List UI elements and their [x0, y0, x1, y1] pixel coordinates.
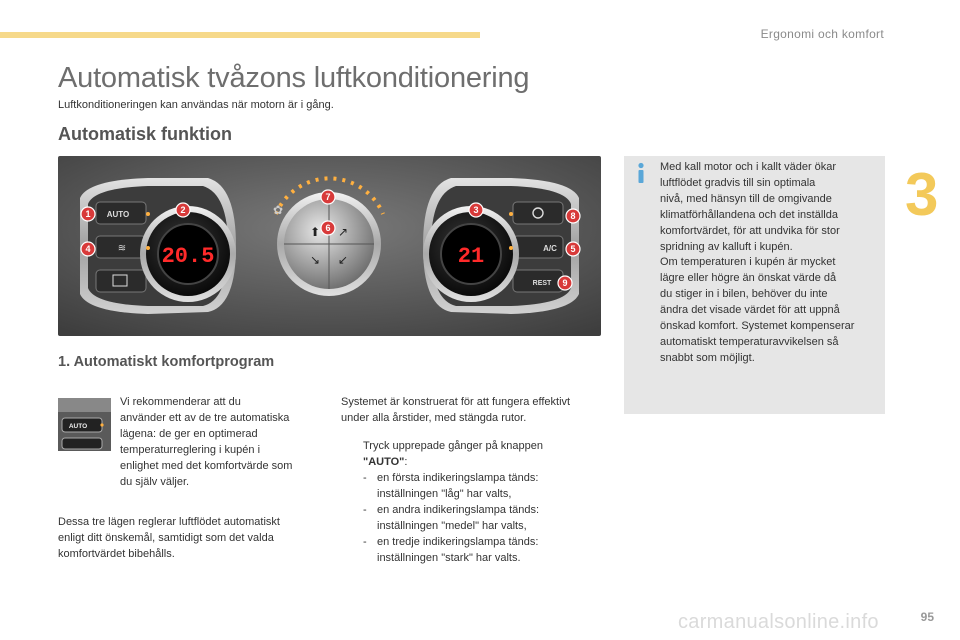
- right-temp-display: 21: [457, 244, 485, 269]
- step-title: 1. Automatiskt komfortprogram: [58, 354, 275, 370]
- text-line: ändra det visade värdet för att uppnå: [660, 304, 840, 317]
- system-description: [341, 394, 606, 426]
- list-item: - en andra indikeringslampa tänds: inställningen "medel" har valts,: [363, 504, 540, 532]
- svg-text:↙: ↙: [337, 253, 349, 267]
- svg-text:≋: ≋: [117, 243, 127, 254]
- text-line: använder ett av de tre automatiska: [120, 412, 290, 424]
- text-line: du själv väljer.: [120, 476, 190, 488]
- text-line: önskad komfort. Systemet kompenserar: [660, 320, 855, 333]
- callout-1: 1: [85, 209, 91, 219]
- chapter-number: 3: [905, 161, 939, 228]
- bullet-lead-text: Tryck upprepade gånger på knappen: [363, 440, 543, 452]
- text-line: luftflödet gradvis till sin optimala: [660, 176, 816, 189]
- callout-9: 9: [562, 278, 568, 288]
- text-line: komfortvärdet bibehålls.: [58, 548, 175, 560]
- text-line: temperaturreglering i kupén i: [120, 444, 261, 456]
- text-line: spridning av kalluft i kupén.: [660, 240, 793, 253]
- section-subtitle: Automatisk funktion: [58, 124, 232, 144]
- text-line: enlighet med det komfortvärde som: [120, 460, 293, 472]
- text-line: Om temperaturen i kupén är mycket: [660, 256, 836, 269]
- text-line: klimatförhållandena och det inställda: [660, 208, 838, 221]
- text-line: snabbt som möjligt.: [660, 351, 755, 364]
- list-item: - en första indikeringslampa tänds: inställningen "låg" har valts,: [363, 472, 539, 500]
- watermark: carmanualsonline.info: [678, 611, 879, 633]
- header-accent-bar: [0, 32, 480, 38]
- text-line: Dessa tre lägen reglerar luftflödet automatiskt: [58, 516, 280, 528]
- callout-2: 2: [180, 205, 186, 215]
- text-line: lägena: de ger en optimerad: [120, 428, 258, 440]
- page-title: Automatisk tvåzons luftkonditionering: [58, 62, 530, 94]
- auto-button-thumbnail: [58, 398, 111, 451]
- callout-4: 4: [85, 244, 91, 254]
- callout-6: 6: [325, 223, 331, 233]
- intro-text: Luftkonditioneringen kan användas när motorn är i gång.: [58, 99, 334, 111]
- text-line: Vi rekommenderar att du: [120, 396, 241, 408]
- ac-button-label: A/C: [543, 244, 557, 253]
- text-line: lägre eller högre än önskat värde då: [660, 272, 837, 285]
- text-line: du stiger in i bilen, behöver du inte: [660, 288, 828, 301]
- text-line: Med kall motor och i kallt väder ökar: [660, 161, 837, 173]
- climate-panel-image: [58, 156, 601, 336]
- rest-button-label: REST: [532, 280, 552, 287]
- bullet-auto: "AUTO": [363, 456, 405, 468]
- auto-steps: Tryck upprepade gånger på knappen "AUTO": - en första indikeringslampa tänds: inställningen "låg" har valts, - en andra indikeringslampa tänds: inställningen "medel" har valts, - en tredje indikeringslampa tänds: inställningen "stark" har valts.: [341, 438, 601, 566]
- callout-3: 3: [473, 205, 479, 215]
- text-line: under alla årstider, med stängda rutor.: [341, 412, 527, 424]
- section-name: Ergonomi och komfort: [760, 27, 884, 41]
- modes-description: [58, 514, 328, 562]
- auto-button-label: AUTO: [106, 210, 130, 219]
- callout-7: 7: [325, 192, 331, 202]
- text-line: komfortvärdet, för att undvika för stor: [660, 224, 840, 237]
- bullet-mark: [341, 438, 363, 470]
- page-number: 95: [920, 610, 934, 624]
- thumb-auto-label: AUTO: [68, 423, 88, 430]
- svg-text:↘: ↘: [309, 253, 321, 267]
- recommendation-text: [120, 394, 330, 490]
- info-icon: [634, 162, 648, 184]
- left-temp-display: 20.5: [161, 244, 215, 269]
- text-line: enligt ditt önskemål, samtidigt som det valda: [58, 532, 274, 544]
- svg-text:↗: ↗: [337, 225, 349, 239]
- text-line: Systemet är konstruerat för att fungera effektivt: [341, 396, 571, 408]
- svg-text:⬆: ⬆: [309, 225, 321, 239]
- callout-5: 5: [570, 244, 576, 254]
- text-line: nivå, med hänsyn till de omgivande: [660, 192, 832, 205]
- text-line: automatiskt temperaturavvikelsen så: [660, 335, 839, 348]
- svg-text:✿: ✿: [272, 203, 284, 217]
- callout-8: 8: [570, 211, 576, 221]
- list-item: - en tredje indikeringslampa tänds: inställningen "stark" har valts.: [363, 536, 539, 564]
- info-text: [660, 160, 882, 367]
